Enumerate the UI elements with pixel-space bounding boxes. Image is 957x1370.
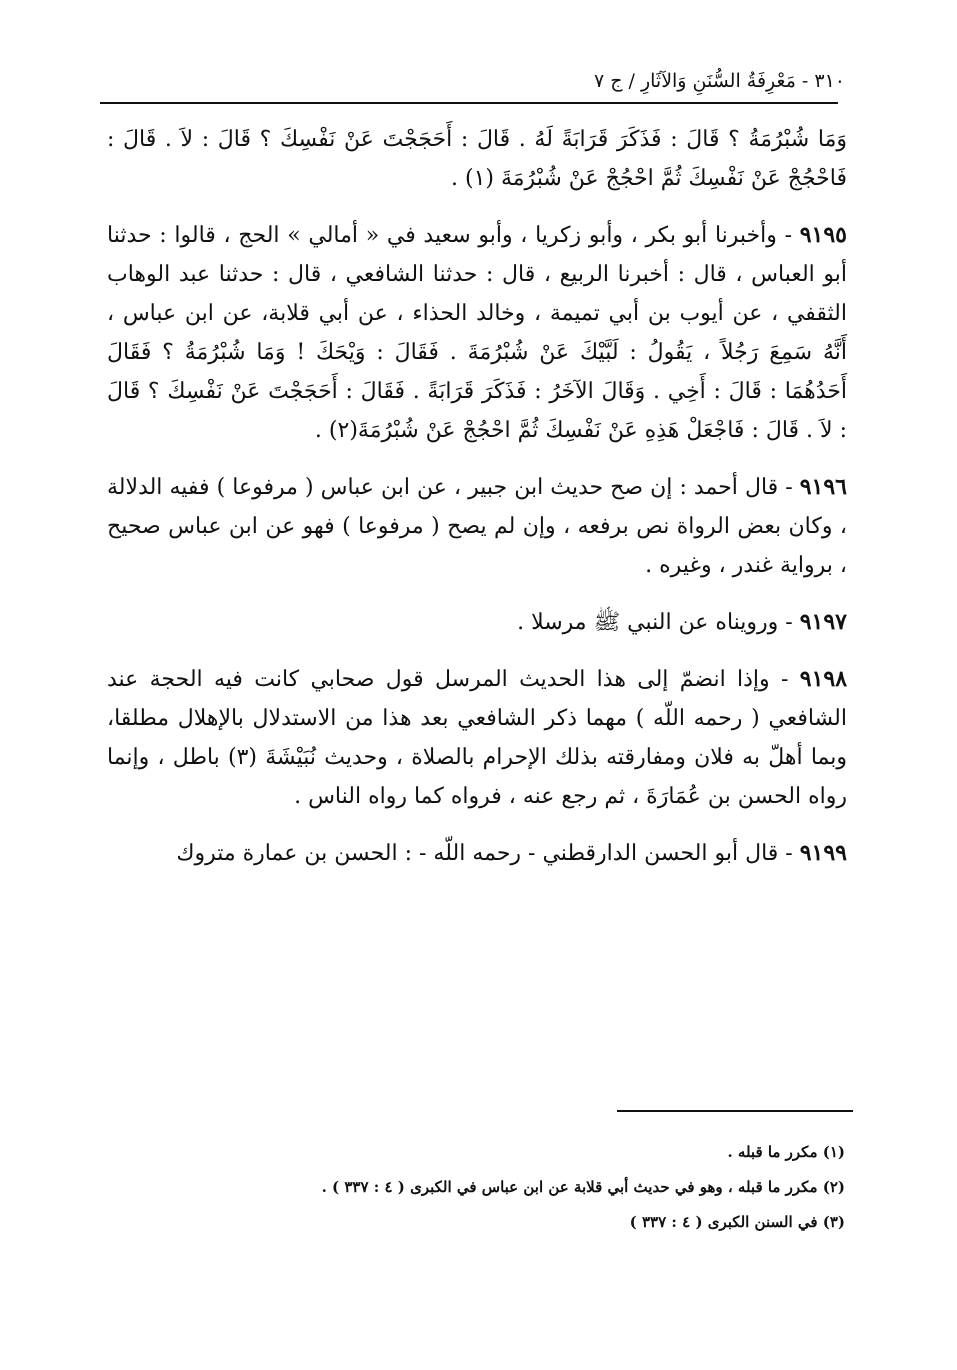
paragraph-text: ورويناه عن النبي ﷺ مرسلا . xyxy=(517,610,779,635)
footnote-3: (٣) في السنن الكبرى ( ٤ : ٣٣٧ ) xyxy=(629,1213,845,1231)
hadith-number: ٩١٩٥ xyxy=(799,222,847,248)
hadith-9198 xyxy=(107,660,847,816)
hadith-9196 xyxy=(107,468,847,585)
dash: - xyxy=(778,610,793,635)
footnote-2: (٢) مكرر ما قبله ، وهو في حديث أبي قلابة عن ابن عباس في الكبرى ( ٤ : ٣٣٧ ) . xyxy=(321,1178,845,1196)
paragraph-text: وَمَا شُبْرُمَةُ ؟ قَالَ : فَذَكَرَ قَرَابَةً لَهُ . قَالَ : أَحَجَجْتَ عَنْ نَفْسِكَ ؟ قَالَ : لاَ . قَالَ : فَاحْجُجْ عَنْ نَفْسِكَ ثُمَّ احْجُجْ عَنْ شُبْرُمَةَ (١) . xyxy=(107,127,847,191)
dash: - xyxy=(778,841,793,866)
running-header: ٣١٠ - مَعْرِفَةُ السُّنَنِ وَالآثَارِ / ج ٧ xyxy=(593,70,845,92)
paragraph-text: وأخبرنا أبو بكر ، وأبو زكريا ، وأبو سعيد في « أمالي » الحج ، قالوا : حدثنا أبو العباس ، قال : أخبرنا الربيع ، قال : حدثنا الشافعي ، قال : حدثنا عبد الوهاب الثقفي ، عن أيوب بن أبي تميمة ، وخالد الحذاء ، عن أبي قلابة، عن ابن عباس ، أَنَّهُ سَمِعَ رَجُلاً ، يَقُولُ : لَبَّيْكَ عَنْ شُبْرُمَةَ . فَقَالَ : وَيْحَكَ ! وَمَا شُبْرُمَةُ ؟ فَقَالَ أَحَدُهُمَا : قَالَ : أَخِي . وَقَالَ الآخَرُ : فَذَكَرَ قَرَابَةً . فَقَالَ : أَحَجَجْتَ عَنْ نَفْسِكَ ؟ قَالَ : لاَ . قَالَ : فَاجْعَلْ هَذِهِ عَنْ نَفْسِكَ ثُمَّ احْجُجْ عَنْ شُبْرُمَةَ(٢) . xyxy=(107,223,847,443)
paragraph-text: قال أحمد : إن صح حديث ابن جبير ، عن ابن عباس ( مرفوعا ) ففيه الدلالة ، وكان بعض الرواة نص برفعه ، وإن لم يصح ( مرفوعا ) فهو عن ابن عباس صحيح ، برواية غندر ، وغيره . xyxy=(107,475,847,578)
dash: - xyxy=(778,475,793,500)
footnote-1: (١) مكرر ما قبله . xyxy=(727,1143,845,1161)
hadith-number: ٩١٩٧ xyxy=(799,609,847,635)
footnote-rule xyxy=(617,1110,853,1112)
hadith-9195 xyxy=(107,216,847,450)
header-rule xyxy=(100,102,838,104)
hadith-number: ٩١٩٩ xyxy=(799,840,847,866)
paragraph-text: وإذا انضمّ إلى هذا الحديث المرسل قول صحابي كانت فيه الحجة عند الشافعي ( رحمه اللّه ) مهما ذكر الشافعي بعد هذا من الاستدلال بالإهلال مطلقا، وبما أهلّ به فلان ومفارقته بذلك الإحرام بالصلاة ، وحديث نُبَيْشَةَ (٣) باطل ، وإنما رواه الحسن بن عُمَارَةَ ، ثم رجع عنه ، فرواه كما رواه الناس . xyxy=(107,667,847,809)
paragraph-text: قال أبو الحسن الدارقطني - رحمه اللّه - : الحسن بن عمارة متروك xyxy=(176,841,779,866)
hadith-9199 xyxy=(107,834,847,873)
hadith-9197 xyxy=(107,603,847,642)
footnotes xyxy=(105,1135,845,1240)
main-text xyxy=(107,120,847,891)
hadith-number: ٩١٩٦ xyxy=(799,474,847,500)
hadith-number: ٩١٩٨ xyxy=(799,666,848,692)
dash: - xyxy=(776,223,793,248)
dash: - xyxy=(769,667,789,692)
paragraph-continuation xyxy=(107,120,847,198)
